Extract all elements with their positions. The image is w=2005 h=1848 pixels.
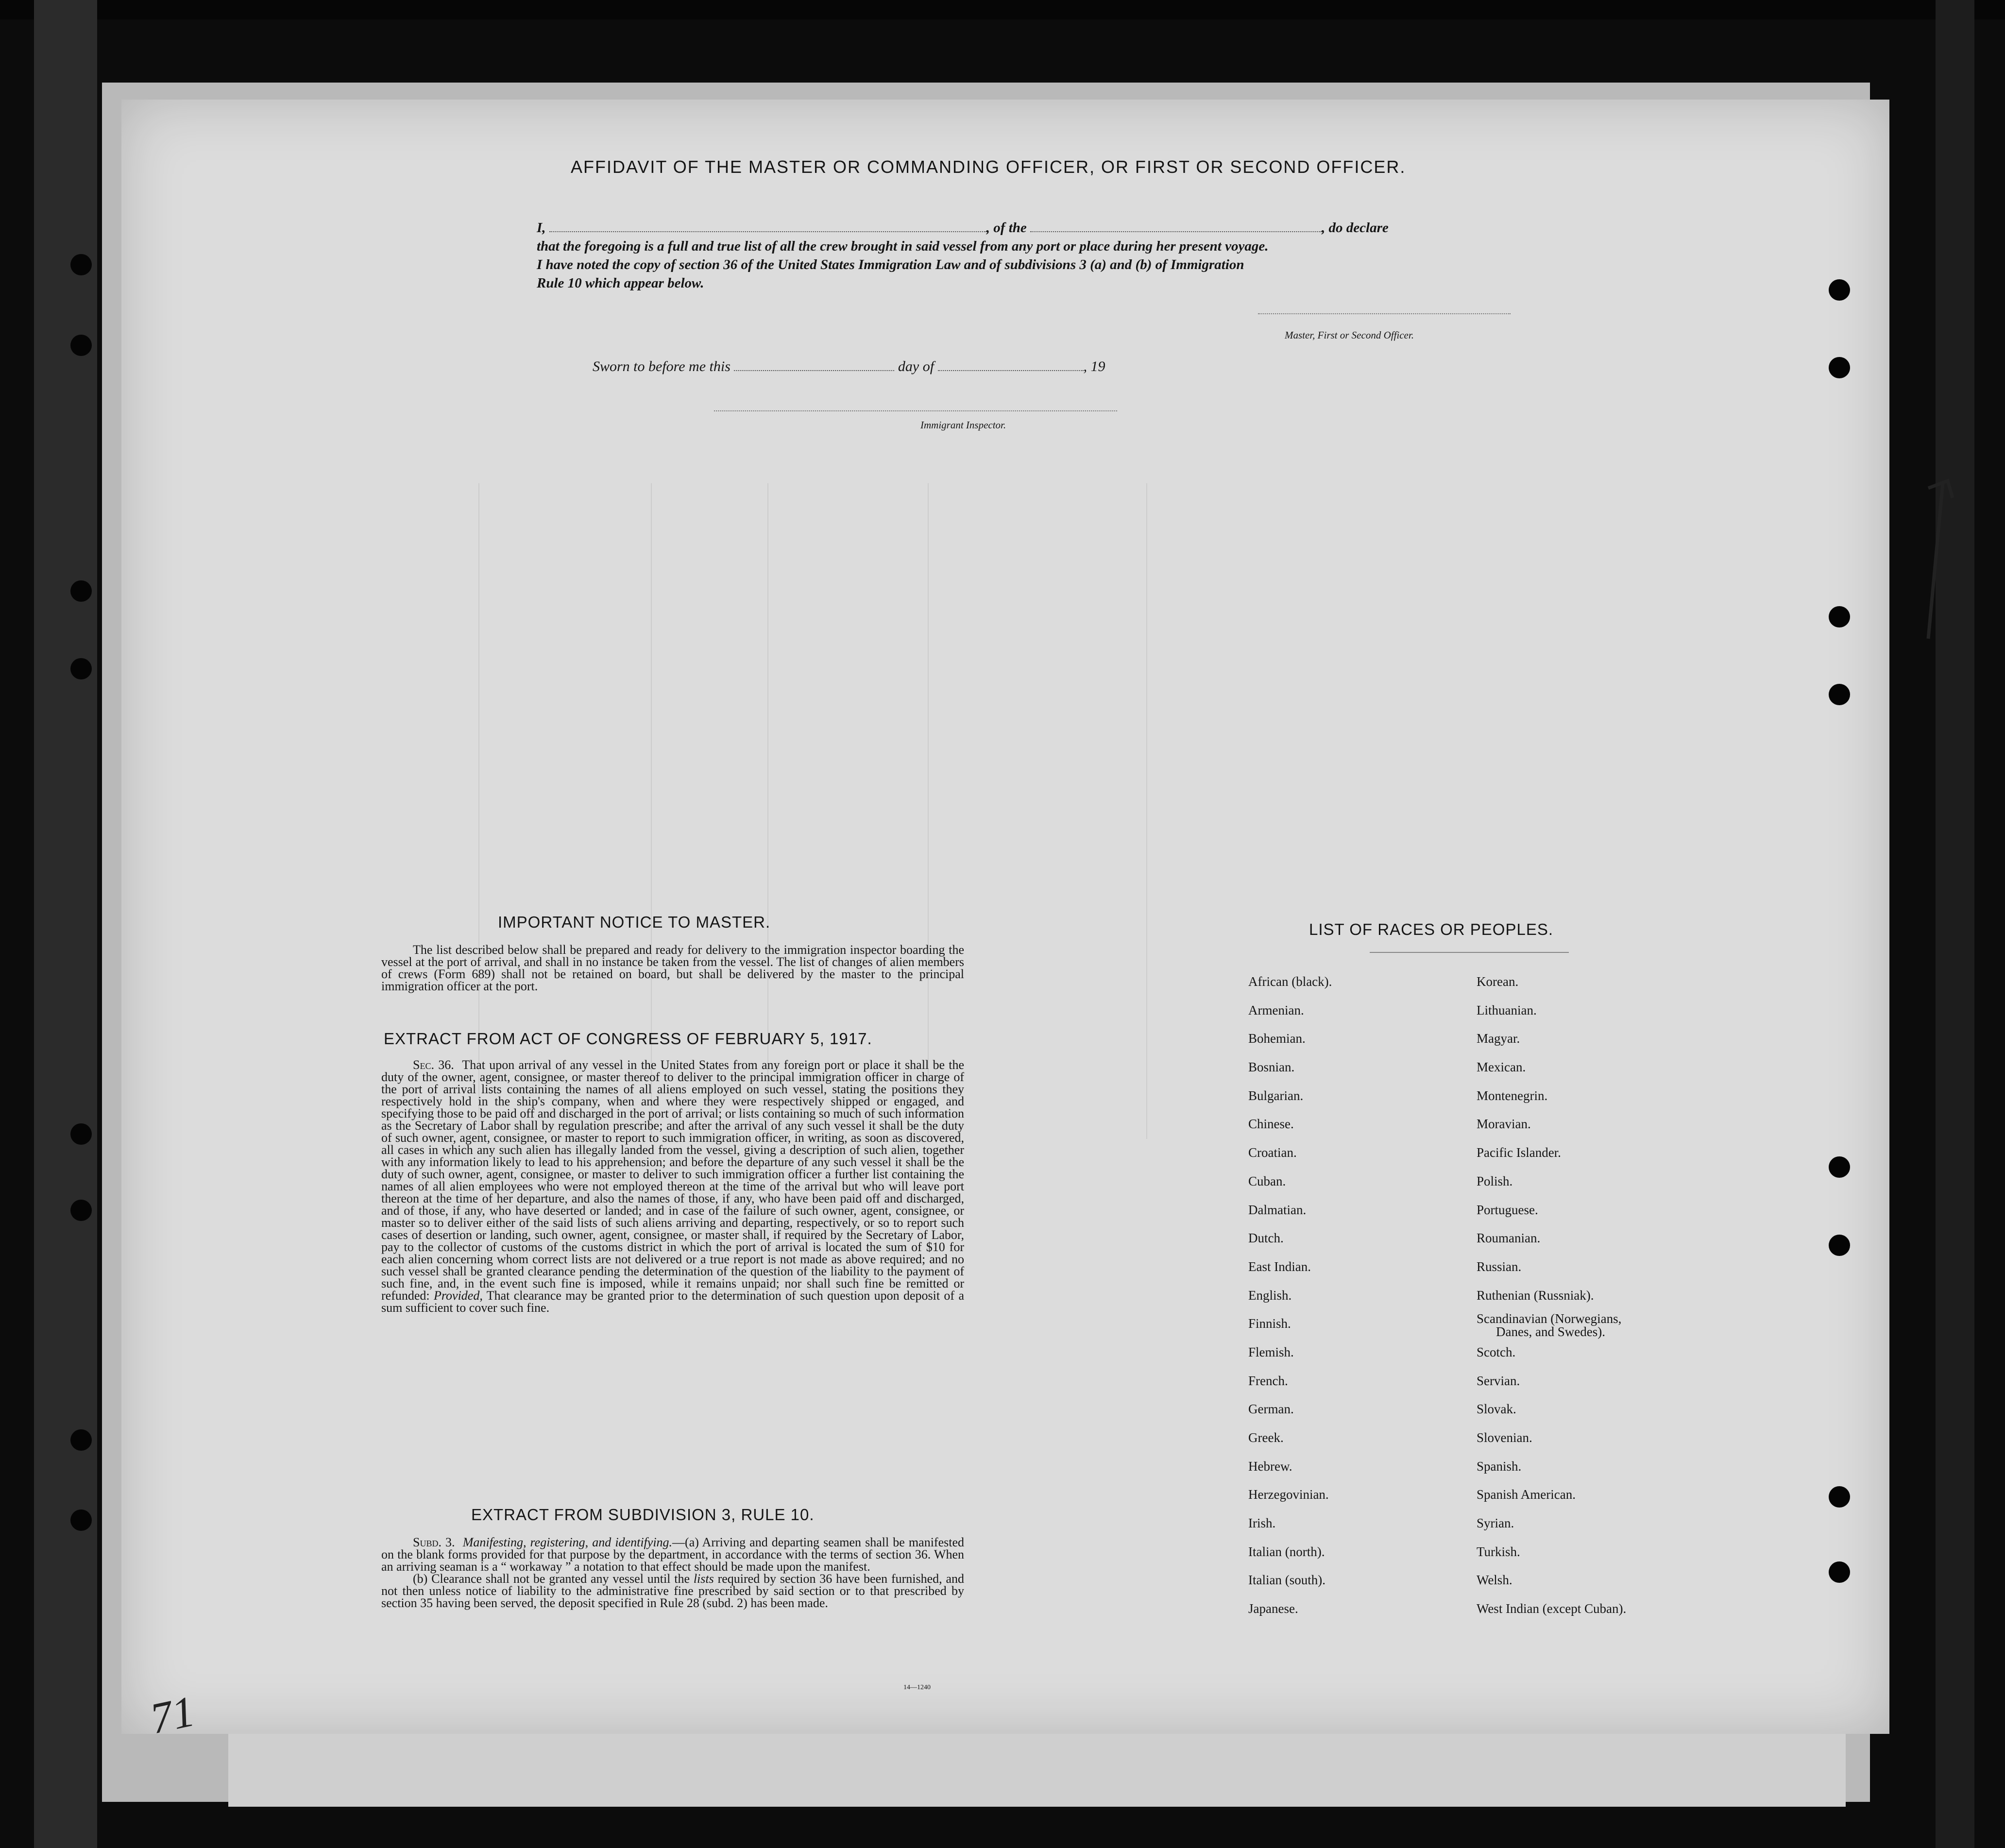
race-item: Slovak. bbox=[1477, 1402, 1516, 1417]
form-number: 14—1240 bbox=[903, 1684, 931, 1691]
subdivision-label: Subd. 3. bbox=[413, 1535, 455, 1549]
races-title-underline bbox=[1370, 952, 1569, 953]
act-extract-title: EXTRACT FROM ACT OF CONGRESS OF FEBRUARY 5, 1917. bbox=[384, 1030, 872, 1048]
punch-hole bbox=[70, 1509, 92, 1531]
name-blank[interactable] bbox=[549, 231, 986, 232]
punch-hole bbox=[70, 1429, 92, 1451]
paragraph-b-start: (b) Clearance shall not be granted any vessel until the bbox=[413, 1572, 690, 1586]
punch-hole bbox=[1829, 1156, 1850, 1178]
master-caption: Master, First or Second Officer. bbox=[1285, 329, 1414, 341]
race-item: Pacific Islander. bbox=[1477, 1145, 1561, 1160]
race-item: Herzegovinian. bbox=[1248, 1487, 1329, 1502]
race-item: Armenian. bbox=[1248, 1002, 1304, 1017]
race-item: Servian. bbox=[1477, 1373, 1520, 1388]
handwritten-tick-mark bbox=[1914, 478, 1962, 658]
race-item: German. bbox=[1248, 1402, 1294, 1417]
affidavit-text bbox=[537, 219, 1513, 292]
race-item: Bohemian. bbox=[1248, 1031, 1306, 1046]
document-page bbox=[121, 100, 1889, 1744]
sworn-month-blank[interactable] bbox=[938, 370, 1084, 371]
section-36-text-end: That clearance may be granted prior to the determination of such question upon deposit of a sum sufficient to cover such fine. bbox=[381, 1289, 965, 1315]
race-item: Slovenian. bbox=[1477, 1430, 1532, 1445]
affidavit-line-3: I have noted the copy of section 36 of the United States Immigration Law and of subdivisions 3 (a) and (b) of Immigration bbox=[537, 257, 1244, 272]
sworn-prefix: Sworn to before me this bbox=[593, 358, 731, 374]
race-item: Korean. bbox=[1477, 974, 1519, 989]
race-item: Chinese. bbox=[1248, 1117, 1294, 1132]
paragraph-b-lists: lists bbox=[693, 1572, 714, 1586]
sworn-day-of: day of bbox=[898, 358, 935, 374]
race-item: Hebrew. bbox=[1248, 1458, 1292, 1474]
affidavit-line-1 bbox=[537, 219, 1513, 237]
race-item-continued: Danes, and Swedes). bbox=[1496, 1324, 1605, 1339]
master-signature-line[interactable] bbox=[1258, 313, 1511, 314]
section-36-text: That upon arrival of any vessel in the United States from any foreign port or place it shall be the duty of the owner, agent, consignee, or master thereof to deliver to the principal immigration officer in charge of the port of arrival lists containing the names of all aliens employed on such vessel, stating the positions they respectively hold in the ship's company, when and where they were respectively shipped or engaged, and specifying those to be paid off and discharged in the port of arrival; or lists containing so much of such information as the Secretary of Labor shall by regulation prescribe; and after the arrival of any such vessel it shall be the duty of such owner, agent, consignee, or master to report to such immigration officer, in writing, as soon as discovered, all cases in which any such alien has illegally landed from the vessel, giving a description of such alien, together with any information likely to lead to his apprehension; and before the departure of any such vessel it shall be the duty of such owner, agent, consignee, or master to deliver to such immigration officer a further list containing the names of all alien employees who were not employed thereon at the time of the arrival but who will leave port thereon at the time of her departure, and also the names of those, if any, who have been paid off and discharged, and of those, if any, who have deserted or landed; and in case of the failure of such owner, agent, consignee, or master so to deliver either of the said lists of such aliens arriving and departing, respectively, or so to report such cases of desertion or landing, such owner, agent, consignee, or master shall, if required by the Secretary of Labor, pay to the collector of customs of the customs district in which the port of arrival is located the sum of $10 for each alien concerning whom correct lists are not delivered or a true report is not made as above required; and no such vessel shall be granted clearance pending the determination of the question of the liability to the payment of such fine, and, in the event such fine is imposed, while it remains unpaid; nor shall such fine be remitted or refunded: bbox=[381, 1058, 965, 1303]
punch-hole bbox=[70, 335, 92, 356]
punch-hole bbox=[1829, 1486, 1850, 1508]
punch-hole bbox=[1829, 357, 1850, 378]
affidavit-i: I, bbox=[537, 220, 546, 236]
inspector-signature-line[interactable] bbox=[714, 410, 1117, 411]
rule-extract-title: EXTRACT FROM SUBDIVISION 3, RULE 10. bbox=[471, 1506, 815, 1524]
race-item: Magyar. bbox=[1477, 1031, 1520, 1046]
affidavit-of-the: , of the bbox=[986, 220, 1027, 236]
race-item: Spanish American. bbox=[1477, 1487, 1576, 1502]
race-item: Italian (south). bbox=[1248, 1573, 1325, 1588]
races-title: LIST OF RACES OR PEOPLES. bbox=[1309, 920, 1554, 938]
race-item: Scandinavian (Norwegians, bbox=[1477, 1311, 1622, 1326]
race-item: Syrian. bbox=[1477, 1516, 1514, 1531]
race-item: Polish. bbox=[1477, 1173, 1513, 1188]
race-item: Lithuanian. bbox=[1477, 1002, 1537, 1017]
race-item: African (black). bbox=[1248, 974, 1332, 989]
races-right-column bbox=[1477, 967, 1626, 1623]
punch-hole bbox=[70, 658, 92, 679]
races-left-column bbox=[1248, 967, 1332, 1623]
sworn-line bbox=[593, 358, 1105, 375]
handwritten-number: 71 bbox=[146, 1687, 199, 1744]
paragraph-b-end: required by section 36 have been furnished, and not then unless notice of liability to the administrative fine prescribed by said section or to that prescribed by section 35 having been served, the deposit specified in Rule 28 (subd. 2) has been made. bbox=[381, 1572, 965, 1610]
race-item: Italian (north). bbox=[1248, 1544, 1325, 1559]
race-item: Cuban. bbox=[1248, 1173, 1286, 1188]
race-item: Finnish. bbox=[1248, 1316, 1291, 1331]
affidavit-line-2: that the foregoing is a full and true list of all the crew brought in said vessel from any port or place during her present voyage. bbox=[537, 238, 1269, 254]
race-item: Greek. bbox=[1248, 1430, 1284, 1445]
race-item: Spanish. bbox=[1477, 1458, 1522, 1474]
affidavit-title: AFFIDAVIT OF THE MASTER OR COMMANDING OFFICER, OR FIRST OR SECOND OFFICER. bbox=[571, 157, 1406, 177]
race-item: Montenegrin. bbox=[1477, 1088, 1548, 1103]
film-border-left bbox=[34, 0, 97, 1848]
film-frame-top bbox=[0, 0, 2005, 19]
race-item: Russian. bbox=[1477, 1259, 1522, 1274]
bleed-through-line bbox=[1146, 483, 1147, 1139]
provided-word: Provided, bbox=[434, 1289, 483, 1303]
race-item-two-line bbox=[1477, 1309, 1626, 1338]
sworn-day-blank[interactable] bbox=[734, 370, 894, 371]
punch-hole bbox=[70, 580, 92, 602]
race-item: Japanese. bbox=[1248, 1601, 1298, 1616]
notice-title: IMPORTANT NOTICE TO MASTER. bbox=[498, 913, 771, 931]
punch-hole bbox=[1829, 279, 1850, 301]
race-item: English. bbox=[1248, 1288, 1292, 1303]
punch-hole bbox=[1829, 684, 1850, 705]
race-item: Moravian. bbox=[1477, 1117, 1531, 1132]
film-border-right bbox=[1936, 0, 1974, 1848]
punch-hole bbox=[1829, 1235, 1850, 1256]
race-item: Ruthenian (Russniak). bbox=[1477, 1288, 1594, 1303]
race-item: Dutch. bbox=[1248, 1231, 1284, 1246]
vessel-blank[interactable] bbox=[1030, 231, 1322, 232]
race-item: Croatian. bbox=[1248, 1145, 1297, 1160]
race-item: Bosnian. bbox=[1248, 1060, 1295, 1075]
race-item: Dalmatian. bbox=[1248, 1202, 1307, 1217]
bleed-through-line bbox=[928, 483, 929, 1139]
race-item: Roumanian. bbox=[1477, 1231, 1541, 1246]
tick-stroke bbox=[1928, 481, 1953, 639]
affidavit-line-4: Rule 10 which appear below. bbox=[537, 275, 704, 291]
race-item: French. bbox=[1248, 1373, 1288, 1388]
subdivision-heading: Manifesting, registering, and identifying. bbox=[462, 1535, 673, 1549]
punch-hole bbox=[70, 1200, 92, 1221]
punch-hole bbox=[1829, 1561, 1850, 1583]
affidavit-declare: , do declare bbox=[1322, 220, 1389, 236]
sworn-year: , 19 bbox=[1083, 358, 1105, 374]
punch-hole bbox=[70, 254, 92, 275]
race-item: West Indian (except Cuban). bbox=[1477, 1601, 1627, 1616]
paragraph-a: —(a) Arriving and departing seamen shall be manifested on the blank forms provided for that purpose by the department, in accordance with the terms of section 36. When an arriving seaman is a “ workaway ” a notation to that effect should be made upon the manifest. bbox=[381, 1535, 964, 1574]
race-item: Mexican. bbox=[1477, 1060, 1526, 1075]
race-item: Irish. bbox=[1248, 1516, 1276, 1531]
race-item: Flemish. bbox=[1248, 1344, 1294, 1359]
race-item: Bulgarian. bbox=[1248, 1088, 1304, 1103]
notice-paragraph: The list described below shall be prepared and ready for delivery to the immigration inspector boarding the vessel at the port of arrival, and shall in no instance be taken from the vessel. The list of changes of alien members of crews (Form 689) shall not be retained on board, but shall be delivered by the master to the principal immigration officer at the port. bbox=[381, 943, 964, 993]
race-item: Turkish. bbox=[1477, 1544, 1520, 1559]
punch-hole bbox=[1829, 606, 1850, 627]
rule-extract-text bbox=[381, 1536, 964, 1609]
notice-text bbox=[381, 944, 964, 992]
race-item: Scotch. bbox=[1477, 1344, 1516, 1359]
section-label: Sec. 36. bbox=[413, 1058, 454, 1072]
act-extract-text bbox=[381, 1059, 964, 1314]
race-item: Welsh. bbox=[1477, 1573, 1512, 1588]
race-item: East Indian. bbox=[1248, 1259, 1311, 1274]
race-item: Portuguese. bbox=[1477, 1202, 1538, 1217]
punch-hole bbox=[70, 1123, 92, 1145]
inspector-caption: Immigrant Inspector. bbox=[920, 419, 1006, 431]
